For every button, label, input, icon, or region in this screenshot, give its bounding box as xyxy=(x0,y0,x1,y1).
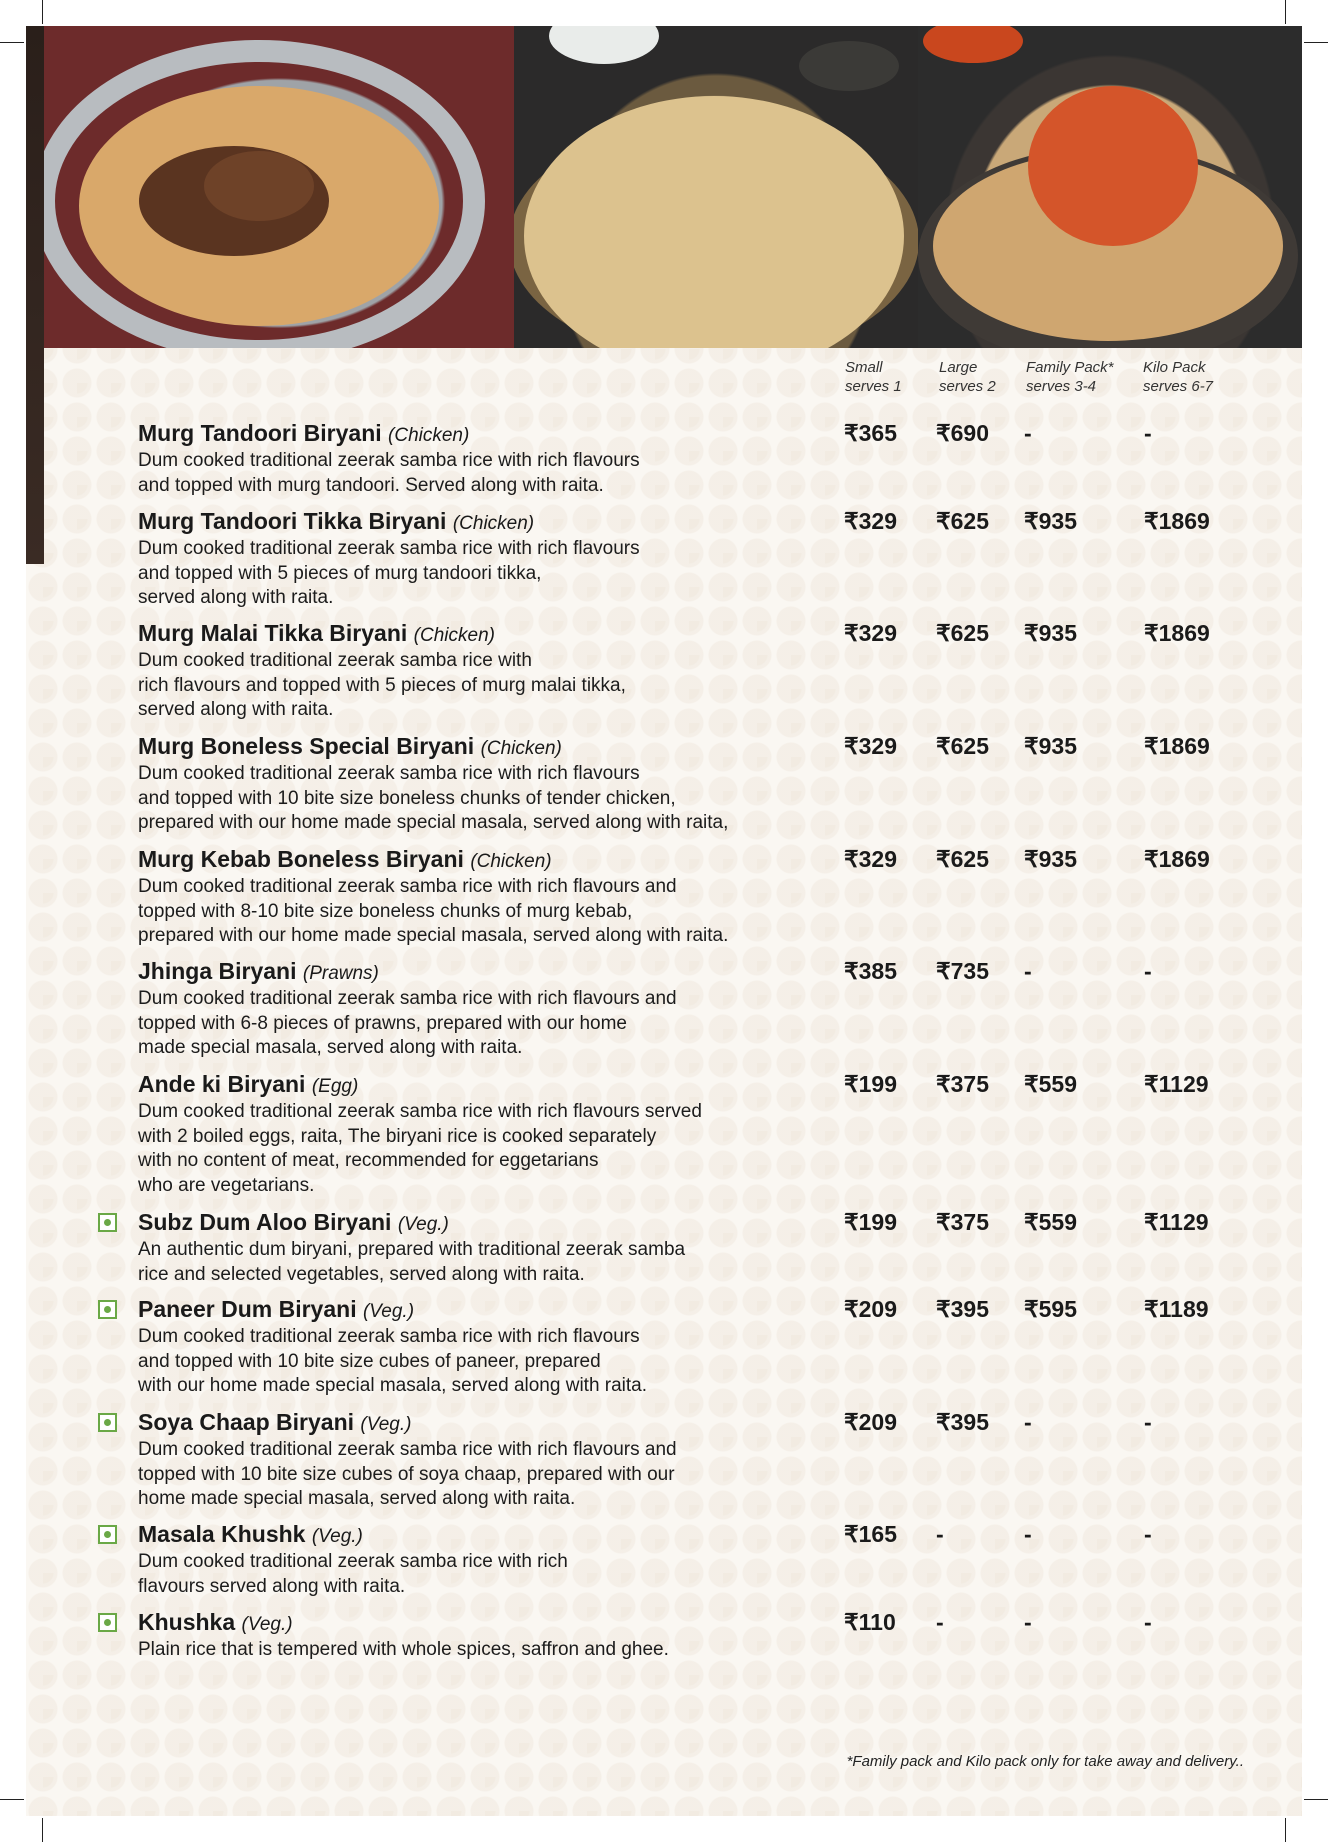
column-header-label: Family Pack* xyxy=(1026,359,1114,376)
menu-item-type: (Veg.) xyxy=(362,1301,415,1322)
menu-item-title xyxy=(138,508,1302,537)
menu-item-description: Dum cooked traditional zeerak samba rice with rich flavours and topped with 10 bite size cubes of paneer, prepared with our home made special masala, served along with raita. xyxy=(138,1326,648,1396)
menu-item xyxy=(138,1071,1302,1198)
menu-item xyxy=(138,620,1302,723)
price-family-pack: ₹935 xyxy=(1024,508,1078,534)
price-kilo-pack: - xyxy=(1144,1409,1152,1435)
menu-item-title xyxy=(138,958,1302,987)
menu-item-title xyxy=(138,1209,1302,1238)
price-large: ₹625 xyxy=(936,620,990,646)
price-small: ₹209 xyxy=(844,1409,898,1435)
menu-item-name: Ande ki Biryani xyxy=(138,1071,306,1097)
menu-item-name: Murg Tandoori Tikka Biryani xyxy=(138,508,447,534)
menu-item-name: Jhinga Biryani xyxy=(138,958,297,984)
menu-item-description: Dum cooked traditional zeerak samba rice with rich flavours and topped with murg tandoori. Served along with raita. xyxy=(138,450,640,496)
menu-item-title xyxy=(138,1296,1302,1325)
price-family-pack: - xyxy=(1024,420,1032,446)
price-family-pack: ₹559 xyxy=(1024,1071,1078,1097)
menu-item-title xyxy=(138,620,1302,649)
price-small: ₹165 xyxy=(844,1521,898,1547)
keema-biryani-photo xyxy=(514,26,918,348)
price-small: ₹329 xyxy=(844,846,898,872)
crop-mark xyxy=(1285,0,1286,24)
price-small: ₹329 xyxy=(844,733,898,759)
column-header-serves: serves 6-7 xyxy=(1143,378,1214,395)
price-family-pack: - xyxy=(1024,1409,1032,1435)
menu-item-name: Soya Chaap Biryani xyxy=(138,1409,355,1435)
menu-item-title xyxy=(138,1409,1302,1438)
price-family-pack: - xyxy=(1024,1521,1032,1547)
left-edge-strip xyxy=(26,26,44,564)
menu-item-name: Murg Malai Tikka Biryani xyxy=(138,620,408,646)
menu-item-description: An authentic dum biryani, prepared with traditional zeerak samba rice and selected vegetables, served along with raita. xyxy=(138,1239,686,1285)
menu-item-title xyxy=(138,1609,1302,1638)
price-family-pack: ₹935 xyxy=(1024,733,1078,759)
column-header-serves: serves 3-4 xyxy=(1026,378,1097,395)
price-kilo-pack: - xyxy=(1144,420,1152,446)
crop-mark xyxy=(0,42,24,43)
menu-item xyxy=(138,958,1302,1061)
price-kilo-pack: - xyxy=(1144,1521,1152,1547)
menu-item-name: Murg Kebab Boneless Biryani xyxy=(138,846,464,872)
menu-item-name: Paneer Dum Biryani xyxy=(138,1296,357,1322)
menu-item-name: Masala Khushk xyxy=(138,1521,306,1547)
price-large: ₹375 xyxy=(936,1071,990,1097)
price-large: ₹625 xyxy=(936,733,990,759)
crop-mark xyxy=(1304,1799,1328,1800)
menu-item-description: Dum cooked traditional zeerak samba rice with rich flavours and topped with 6-8 pieces of prawns, prepared with our home made special masala, served along with raita. xyxy=(138,988,677,1058)
menu-item-title xyxy=(138,1521,1302,1550)
price-family-pack: ₹595 xyxy=(1024,1296,1078,1322)
column-header-serves: serves 1 xyxy=(845,378,902,395)
price-large: - xyxy=(936,1521,944,1547)
crop-mark xyxy=(1304,42,1328,43)
price-family-pack: ₹935 xyxy=(1024,846,1078,872)
menu-item xyxy=(138,1609,1302,1663)
menu-item-type: (Veg.) xyxy=(397,1214,449,1235)
price-large: ₹375 xyxy=(936,1209,990,1235)
menu-item-name: Murg Tandoori Biryani xyxy=(138,420,382,446)
price-family-pack: - xyxy=(1024,1609,1032,1635)
food-photo-banner xyxy=(44,26,1302,348)
menu-item xyxy=(138,733,1302,836)
tandoori-biryani-photo xyxy=(44,26,514,348)
veg-mark-icon xyxy=(98,1613,117,1632)
price-kilo-pack: ₹1869 xyxy=(1144,846,1210,872)
price-family-pack: ₹559 xyxy=(1024,1209,1078,1235)
crop-mark xyxy=(0,1799,24,1800)
price-large: - xyxy=(936,1609,944,1635)
menu-item-type: (Chicken) xyxy=(480,738,562,759)
menu-item-description: Dum cooked traditional zeerak samba rice with rich flavours and topped with 5 pieces of murg malai tikka, served along with raita. xyxy=(138,650,626,720)
price-kilo-pack: ₹1869 xyxy=(1144,620,1210,646)
menu-item-title xyxy=(138,846,1302,875)
price-kilo-pack: ₹1869 xyxy=(1144,508,1210,534)
crop-mark xyxy=(42,0,43,24)
price-small: ₹209 xyxy=(844,1296,898,1322)
price-small: ₹385 xyxy=(844,958,898,984)
price-large: ₹625 xyxy=(936,846,990,872)
tikka-biryani-photo xyxy=(918,26,1302,348)
menu-item-type: (Chicken) xyxy=(452,513,535,534)
menu-item-description: Dum cooked traditional zeerak samba rice with rich flavours served with 2 boiled eggs, raita, The biryani rice is cooked separately with no content of meat, recommended for eggetarians who are vegetarians. xyxy=(138,1101,702,1196)
price-small: ₹365 xyxy=(844,420,898,446)
price-kilo-pack: ₹1129 xyxy=(1144,1071,1209,1097)
column-header-label: Small xyxy=(845,359,883,376)
column-header-label: Large xyxy=(939,359,978,376)
menu-item-title xyxy=(138,1071,1302,1100)
menu-item-description: Dum cooked traditional zeerak samba rice with rich flavours and topped with 8-10 bite size boneless chunks of murg kebab, prepared with our home made special masala, served along with raita. xyxy=(138,876,729,946)
menu-item-title xyxy=(138,420,1302,449)
menu-item xyxy=(138,508,1302,611)
menu-item-description: Dum cooked traditional zeerak samba rice with rich flavours and topped with 5 pieces of murg tandoori tikka, served along with raita. xyxy=(138,538,640,608)
crop-mark xyxy=(1285,1818,1286,1842)
footnote: *Family pack and Kilo pack only for take away and delivery.. xyxy=(846,1753,1244,1770)
column-header-large xyxy=(939,358,996,396)
menu-item-type: (Veg.) xyxy=(360,1414,412,1435)
menu-item xyxy=(138,1409,1302,1512)
menu-item-type: (Veg.) xyxy=(241,1614,293,1635)
price-large: ₹395 xyxy=(936,1296,990,1322)
price-small: ₹329 xyxy=(844,620,898,646)
price-kilo-pack: - xyxy=(1144,958,1152,984)
price-kilo-pack: ₹1129 xyxy=(1144,1209,1209,1235)
price-small: ₹329 xyxy=(844,508,898,534)
price-small: ₹199 xyxy=(844,1209,898,1235)
menu-item-name: Murg Boneless Special Biryani xyxy=(138,733,475,759)
column-header-serves: serves 2 xyxy=(939,378,996,395)
menu-item-description: Dum cooked traditional zeerak samba rice with rich flavours and topped with 10 bite size boneless chunks of tender chicken, prepared with our home made special masala, served along with raita, xyxy=(138,763,729,833)
menu-page xyxy=(26,26,1302,1816)
menu-item-description: Plain rice that is tempered with whole spices, saffron and ghee. xyxy=(138,1639,669,1660)
veg-mark-icon xyxy=(98,1413,117,1432)
column-header-family-pack xyxy=(1026,358,1114,396)
price-kilo-pack: - xyxy=(1144,1609,1152,1635)
price-family-pack: ₹935 xyxy=(1024,620,1078,646)
column-header-label: Kilo Pack xyxy=(1143,359,1206,376)
veg-mark-icon xyxy=(98,1525,117,1544)
price-small: ₹199 xyxy=(844,1071,898,1097)
price-large: ₹690 xyxy=(936,420,990,446)
menu-item-type: (Egg) xyxy=(311,1076,359,1097)
menu-item xyxy=(138,1296,1302,1399)
menu-item-name: Khushka xyxy=(138,1609,236,1635)
price-family-pack: - xyxy=(1024,958,1032,984)
menu-item xyxy=(138,420,1302,498)
column-header-small xyxy=(845,358,902,396)
menu-item-title xyxy=(138,733,1302,762)
menu-item-name: Subz Dum Aloo Biryani xyxy=(138,1209,392,1235)
menu-item xyxy=(138,846,1302,949)
menu-item-description: Dum cooked traditional zeerak samba rice with rich flavours served along with raita. xyxy=(138,1551,568,1597)
veg-mark-icon xyxy=(98,1300,117,1319)
price-large: ₹395 xyxy=(936,1409,990,1435)
menu-item xyxy=(138,1521,1302,1599)
price-kilo-pack: ₹1869 xyxy=(1144,733,1210,759)
price-large: ₹625 xyxy=(936,508,990,534)
menu-item xyxy=(138,1209,1302,1287)
price-small: ₹110 xyxy=(844,1609,896,1635)
crop-mark xyxy=(42,1818,43,1842)
menu-item-type: (Chicken) xyxy=(413,625,495,646)
menu-item-description: Dum cooked traditional zeerak samba rice with rich flavours and topped with 10 bite size cubes of soya chaap, prepared with our home made special masala, served along with raita. xyxy=(138,1439,677,1509)
price-large: ₹735 xyxy=(936,958,990,984)
menu-item-type: (Veg.) xyxy=(311,1526,363,1547)
menu-item-type: (Chicken) xyxy=(470,851,552,872)
menu-item-type: (Prawns) xyxy=(302,963,379,984)
menu-item-type: (Chicken) xyxy=(388,425,470,446)
column-header-kilo-pack xyxy=(1143,358,1213,396)
veg-mark-icon xyxy=(98,1213,117,1232)
price-kilo-pack: ₹1189 xyxy=(1144,1296,1209,1322)
